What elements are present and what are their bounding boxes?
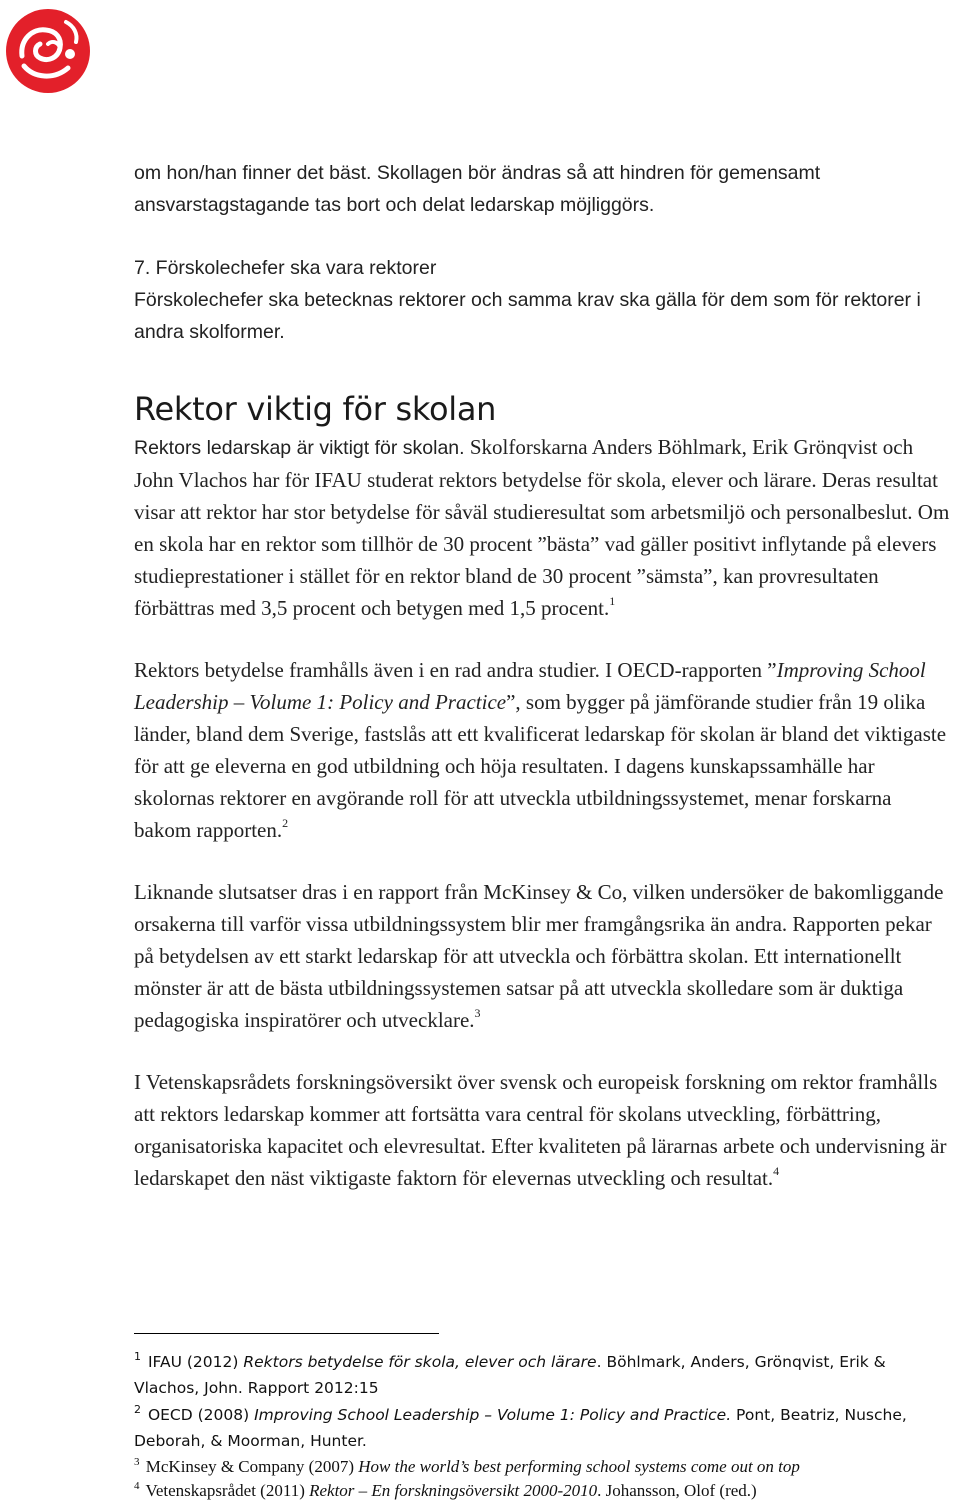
section-heading: Rektor viktig för skolan: [134, 390, 497, 428]
footnote-3-number: 3: [134, 1456, 140, 1468]
paragraph-mckinsey: [134, 876, 952, 1036]
footnote-4-authors: . Johansson, Olof (red.): [597, 1481, 757, 1500]
footnote-1-source: IFAU (2012): [147, 1353, 244, 1371]
paragraph-2-before: Rektors betydelse framhålls även i en rad andra studier. I OECD-rapporten ”: [134, 658, 777, 682]
section-7-body: Förskolechefer ska betecknas rektorer och samma krav ska gälla för dem som för rektorer i andra skolformer.: [134, 289, 921, 343]
footnote-ref-1[interactable]: 1: [609, 594, 616, 608]
section-7-title: 7. Förskolechefer ska vara rektorer: [134, 257, 437, 279]
paragraph-3-text: Liknande slutsatser dras i en rapport från McKinsey & Co, vilken undersöker de bakomliggande orsakerna till varför vissa utbildningssystem blir mer framgångsrika än andra. Rapporten pekar på betydelsen av ett starkt ledarskap för att utveckla och förbättra skolan. Ett internationellt mönster är att de bästa utbildningssystemen satsar på att utveckla skolledare som är duktiga pedagogiska inspiratörer och utvecklare.: [134, 880, 944, 1032]
footnote-1-authors: . Böhlmark, Anders, Grönqvist, Erik & Vlachos, John. Rapport 2012:15: [134, 1353, 886, 1397]
oecd-report-title: Improving School Leadership – Volume 1: Policy and Practice: [134, 658, 926, 714]
footnote-ref-2[interactable]: 2: [282, 816, 289, 830]
lead-sentence: Rektors ledarskap är viktigt för skolan.: [134, 437, 465, 459]
footnote-2-number: 2: [134, 1403, 141, 1416]
footnote-4-title: Rektor – En forskningsöversikt 2000-2010: [309, 1481, 598, 1500]
footnote-ref-4[interactable]: 4: [773, 1164, 780, 1178]
footnote-2-title: Improving School Leadership – Volume 1: Policy and Practice.: [254, 1406, 732, 1424]
footnote-3-title: How the world’s best performing school systems come out on top: [358, 1457, 800, 1476]
footnote-2: [134, 1402, 954, 1454]
paragraph-1-text: Skolforskarna Anders Böhlmark, Erik Grönqvist och John Vlachos har för IFAU studerat rektors betydelse för skola, elever och lärare. Deras resultat visar att rektor har stor betydelse för såväl studieresultat som arbetsmiljö och personalbeslut. Om en skola har en rektor som tillhör de 30 procent ”bästa” vad gäller positivt inflytande på elevers studieprestationer i stället för en rektor bland de 30 procent ”sämsta”, kan provresultaten förbättras med 3,5 procent och betygen med 1,5 procent.: [134, 435, 950, 620]
footnote-4-number: 4: [134, 1480, 140, 1492]
footnote-1-number: 1: [134, 1350, 141, 1363]
footnotes: [134, 1349, 954, 1503]
paragraph-oecd: [134, 654, 952, 846]
intro-paragraph: om hon/han finner det bäst. Skollagen bör ändras så att hindren för gemensamt ansvarstagstagande tas bort och delat ledarskap möjliggörs.: [134, 162, 821, 216]
footnote-1-title: Rektors betydelse för skola, elever och lärare: [243, 1353, 597, 1371]
footnote-4-source: Vetenskapsrådet (2011): [145, 1481, 310, 1500]
footnote-divider: [134, 1333, 439, 1334]
document-body: [134, 157, 952, 1194]
paragraph-rektor-importance: [134, 431, 952, 624]
footnote-3: [134, 1455, 954, 1479]
rose-logo-icon: [4, 4, 92, 96]
footnote-4: [134, 1479, 954, 1503]
footnote-ref-3[interactable]: 3: [474, 1006, 481, 1020]
footnote-2-authors: Pont, Beatriz, Nusche, Deborah, & Moorman, Hunter.: [134, 1406, 907, 1450]
paragraph-vetenskapsradet: [134, 1066, 952, 1194]
footnote-1: [134, 1349, 954, 1401]
paragraph-2-after: ”, som bygger på jämförande studier från 19 olika länder, bland dem Sverige, fastslås att ett kvalificerat ledarskap för skolan är bland det viktigaste för att ge eleverna en god utbildning och höja resultaten. I dagens kunskapssamhälle har skolornas rektorer en avgörande roll för att utveckla utbildningssystemet, menar forskarna bakom rapporten.: [134, 690, 947, 842]
section-7: [134, 252, 952, 348]
footnote-3-source: McKinsey & Company (2007): [145, 1457, 359, 1476]
paragraph-4-text: I Vetenskapsrådets forskningsöversikt över svensk och europeisk forskning om rektor framhålls att rektors ledarskap kommer att fortsätta vara central för skolans utveckling, förbättring, organisatoriska kapacitet och elevresultat. Efter kvaliteten på lärarnas arbete och undervisning är ledarskapet den näst viktigaste faktorn för elevernas utveckling och resultat.: [134, 1070, 947, 1190]
footnote-2-source: OECD (2008): [147, 1406, 255, 1424]
